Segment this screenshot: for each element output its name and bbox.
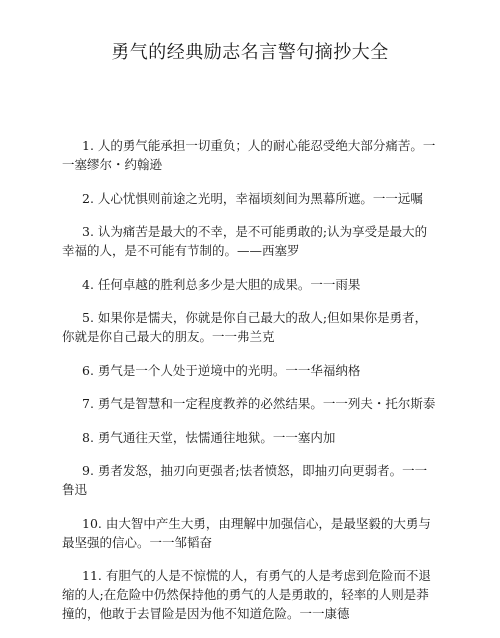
quote-item: 10. 由大智中产生大勇，由理解中加强信心，是最坚毅的大勇与 最坚强的信心。一一邹韬奋: [62, 515, 431, 550]
quote-item: 8. 勇气通往天堂，怯懦通往地狱。一一塞内加: [82, 429, 336, 445]
document-title: 勇气的经典励志名言警句摘抄大全: [111, 42, 389, 63]
quote-item: 9. 勇者发怒，抽刃向更强者;怯者愤怒，即抽刃向更弱者。一一 鲁迅: [62, 463, 428, 497]
quote-item: 4. 任何卓越的胜利总多少是大胆的成果。一一雨果: [82, 276, 361, 292]
quote-list: [62, 136, 442, 638]
quote-item: 11. 有胆气的人是不惊慌的人，有勇气的人是考虑到危险而不退 缩的人;在危险中仍然保持他的勇气的人是勇敢的，轻率的人则是莽 撞的，他敢于去冒险是因为他不知道危险。一一康德: [62, 568, 431, 621]
quote-item: 5. 如果你是懦夫，你就是你自己最大的敌人;但如果你是勇者， 你就是你自己最大的朋友。一一弗兰克: [62, 310, 428, 344]
quote-item: 1. 人的勇气能承担一切重负；人的耐心能忍受绝大部分痛苦。一 一塞缪尔・约翰逊: [62, 138, 436, 172]
quote-item: 6. 勇气是一个人处于逆境中的光明。一一华福纳格: [82, 362, 361, 378]
quote-item: 3. 认为痛苦是最大的不幸，是不可能勇敢的;认为享受是最大的 幸福的人，是不可能有节制的。——西塞罗: [62, 224, 428, 258]
quote-item: 7. 勇气是智慧和一定程度教养的必然结果。一一列夫・托尔斯泰: [82, 396, 436, 411]
quote-item: 2. 人心忧惧则前途之光明，幸福顷刻间为黑幕所遮。一一远嘱: [82, 190, 423, 206]
